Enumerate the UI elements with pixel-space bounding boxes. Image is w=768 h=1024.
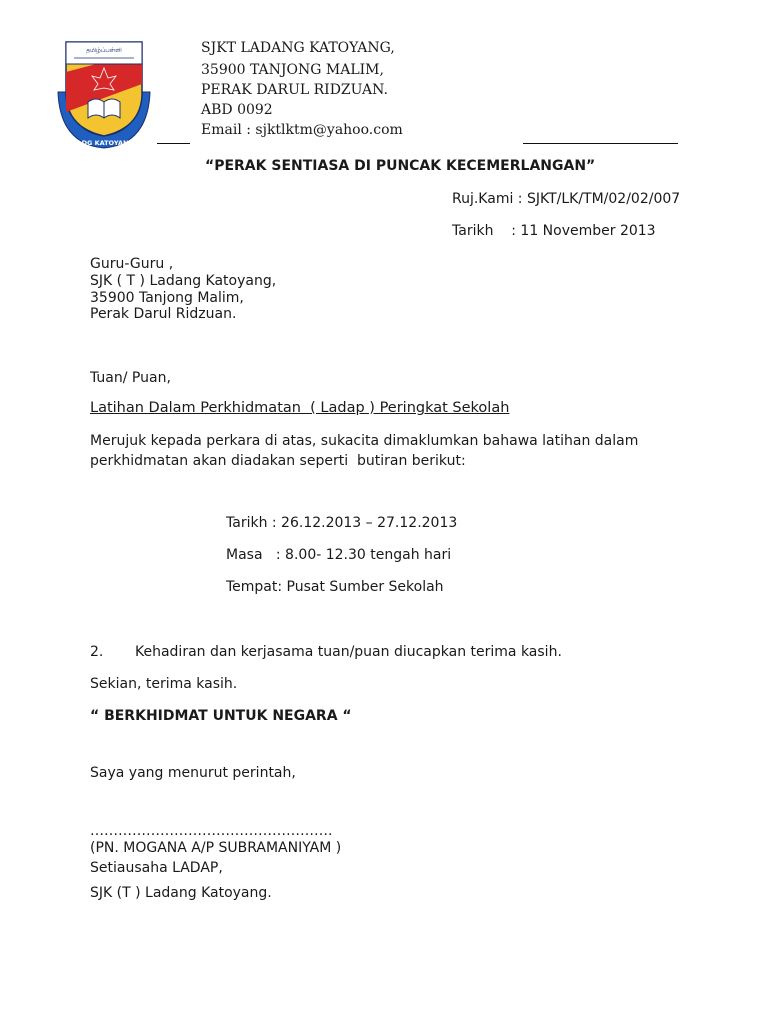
school-email: Email : sjktlktm@yahoo.com <box>201 122 403 138</box>
letterhead-rule-right <box>523 143 678 144</box>
detail-tarikh: Tarikh : 26.12.2013 – 27.12.2013 <box>226 515 458 531</box>
signatory-title: Setiausaha LADAP, <box>90 860 223 876</box>
signatory-organization: SJK (T ) Ladang Katoyang. <box>90 885 272 901</box>
detail-masa: Masa : 8.00- 12.30 tengah hari <box>226 547 452 563</box>
letter-date: Tarikh : 11 November 2013 <box>452 223 656 239</box>
school-name: SJKT LADANG KATOYANG, <box>201 40 395 56</box>
recipient-line-3: 35900 Tanjong Malim, <box>90 290 244 306</box>
recipient-line-4: Perak Darul Ridzuan. <box>90 306 237 322</box>
signature-dotted-line: ……………………………………………. <box>90 823 333 839</box>
paragraph-2-text: Kehadiran dan kerjasama tuan/puan diucapkan terima kasih. <box>135 644 562 660</box>
logo-lettering-bottom: SJKT LDG KATOYANG, TM <box>58 139 150 147</box>
recipient-line-1: Guru-Guru , <box>90 256 174 272</box>
school-address-line-1: 35900 TANJONG MALIM, <box>201 62 384 78</box>
detail-tempat: Tempat: Pusat Sumber Sekolah <box>226 579 444 595</box>
salutation: Tuan/ Puan, <box>90 370 171 386</box>
body-intro-line-1: Merujuk kepada perkara di atas, sukacita dimaklumkan bahawa latihan dalam <box>90 433 639 449</box>
body-intro-line-2: perkhidmatan akan diadakan seperti butiran berikut: <box>90 453 466 469</box>
motto-bottom: “ BERKHIDMAT UNTUK NEGARA “ <box>90 708 352 724</box>
motto-top: “PERAK SENTIASA DI PUNCAK KECEMERLANGAN” <box>205 158 596 174</box>
logo-lettering-top: தமிழ்ப்பள்ளி <box>86 47 122 54</box>
signature-intro: Saya yang menurut perintah, <box>90 765 296 781</box>
school-address-line-2: PERAK DARUL RIDZUAN. <box>201 82 388 98</box>
letterhead-rule-left <box>157 143 190 144</box>
school-code: ABD 0092 <box>201 102 273 118</box>
signatory-name: (PN. MOGANA A/P SUBRAMANIYAM ) <box>90 840 342 856</box>
letter-subject: Latihan Dalam Perkhidmatan ( Ladap ) Peringkat Sekolah <box>90 400 510 416</box>
closing-line: Sekian, terima kasih. <box>90 676 238 692</box>
school-crest-logo <box>52 32 156 152</box>
paragraph-2-number: 2. <box>90 644 104 660</box>
recipient-line-2: SJK ( T ) Ladang Katoyang, <box>90 273 277 289</box>
reference-number: Ruj.Kami : SJKT/LK/TM/02/02/007 <box>452 191 681 207</box>
